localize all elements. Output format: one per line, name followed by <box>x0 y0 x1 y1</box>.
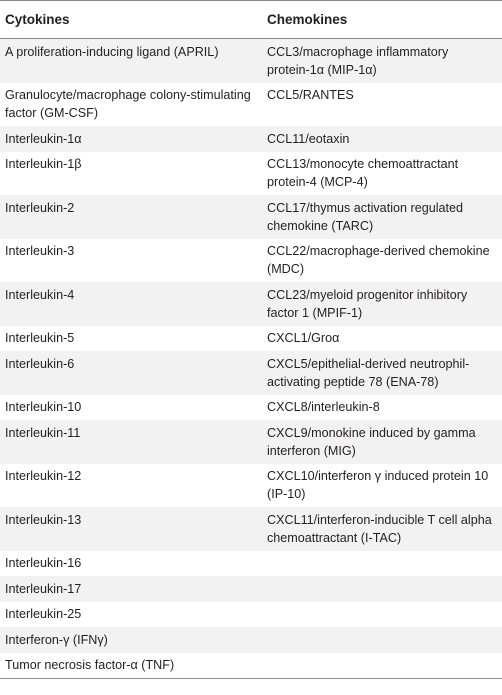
chemokine-cell: CCL5/RANTES <box>262 83 502 127</box>
table-row <box>0 551 502 577</box>
chemokine-cell <box>262 576 502 602</box>
chemokine-cell: CCL11/eotaxin <box>262 126 502 152</box>
column-header-chemokines: Chemokines <box>262 1 502 39</box>
cytokine-cell: Granulocyte/macrophage colony-stimulating factor (GM-CSF) <box>0 83 262 127</box>
table-row <box>0 507 502 551</box>
cytokine-cell: Interleukin-25 <box>0 602 262 628</box>
chemokine-cell: CXCL8/interleukin-8 <box>262 395 502 421</box>
chemokine-cell: CXCL1/Groα <box>262 326 502 352</box>
cytokine-cell: A proliferation-inducing ligand (APRIL) <box>0 39 262 83</box>
table-row <box>0 83 502 127</box>
cytokine-cell: Interferon-γ (IFNγ) <box>0 627 262 653</box>
chemokine-cell <box>262 653 502 679</box>
cytokine-cell: Interleukin-10 <box>0 395 262 421</box>
table-row <box>0 39 502 83</box>
cytokine-cell: Interleukin-6 <box>0 351 262 395</box>
table-row <box>0 464 502 508</box>
chemokine-cell <box>262 602 502 628</box>
chemokine-cell: CXCL10/interferon γ induced protein 10 (IP-10) <box>262 464 502 508</box>
cytokine-cell: Interleukin-16 <box>0 551 262 577</box>
column-header-cytokines: Cytokines <box>0 1 262 39</box>
table-row <box>0 351 502 395</box>
table-row <box>0 195 502 239</box>
cytokine-cell: Interleukin-17 <box>0 576 262 602</box>
table-row <box>0 239 502 283</box>
cytokine-cell: Interleukin-11 <box>0 420 262 464</box>
chemokine-cell: CXCL5/epithelial-derived neutrophil-activating peptide 78 (ENA-78) <box>262 351 502 395</box>
cytokine-cell: Tumor necrosis factor-α (TNF) <box>0 653 262 679</box>
cytokine-cell: Interleukin-13 <box>0 507 262 551</box>
table-row <box>0 627 502 653</box>
chemokine-cell: CCL3/macrophage inflammatory protein-1α (MIP-1α) <box>262 39 502 83</box>
header-row <box>0 1 502 39</box>
cytokine-cell: Interleukin-5 <box>0 326 262 352</box>
table-row <box>0 395 502 421</box>
table-row <box>0 282 502 326</box>
table-row <box>0 653 502 679</box>
chemokine-cell <box>262 551 502 577</box>
chemokine-cell <box>262 627 502 653</box>
cytokine-cell: Interleukin-4 <box>0 282 262 326</box>
table-row <box>0 602 502 628</box>
table-row <box>0 420 502 464</box>
chemokine-cell: CCL23/myeloid progenitor inhibitory factor 1 (MPIF-1) <box>262 282 502 326</box>
table-row <box>0 152 502 196</box>
cytokine-cell: Interleukin-3 <box>0 239 262 283</box>
chemokine-cell: CXCL9/monokine induced by gamma interferon (MIG) <box>262 420 502 464</box>
cytokine-cell: Interleukin-1α <box>0 126 262 152</box>
cytokine-cell: Interleukin-1β <box>0 152 262 196</box>
cytokine-cell: Interleukin-2 <box>0 195 262 239</box>
chemokine-cell: CCL17/thymus activation regulated chemokine (TARC) <box>262 195 502 239</box>
chemokine-cell: CCL22/macrophage-derived chemokine (MDC) <box>262 239 502 283</box>
table-row <box>0 576 502 602</box>
table-row <box>0 326 502 352</box>
cytokine-cell: Interleukin-12 <box>0 464 262 508</box>
chemokine-cell: CCL13/monocyte chemoattractant protein-4 (MCP-4) <box>262 152 502 196</box>
chemokine-cell: CXCL11/interferon-inducible T cell alpha chemoattractant (I-TAC) <box>262 507 502 551</box>
table-body <box>0 39 502 679</box>
table-row <box>0 126 502 152</box>
